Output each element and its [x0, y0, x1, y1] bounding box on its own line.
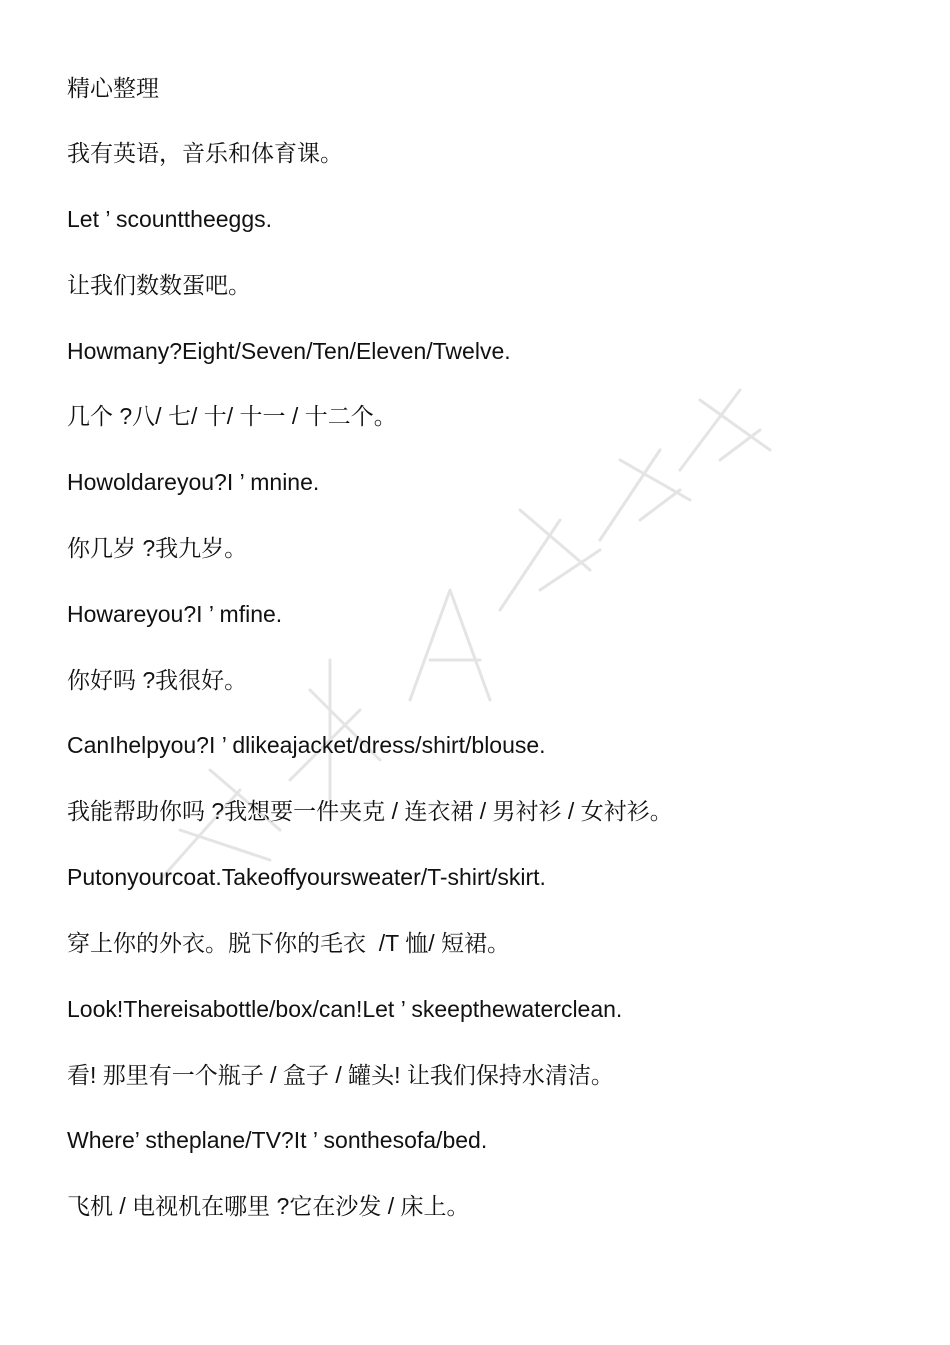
line-12: 我能帮助你吗 ?我想要一件夹克 / 连衣裙 / 男衬衫 / 女衬衫。 [67, 798, 673, 824]
line-5: Howmany?Eight/Seven/Ten/Eleven/Twelve. [67, 338, 511, 364]
line-9: Howareyou?I ’ mfine. [67, 601, 283, 627]
line-15: Look!Thereisabottle/box/can!Let ’ skeepthewaterclean. [67, 996, 623, 1022]
line-14: 穿上你的外衣。脱下你的毛衣 /T 恤/ 短裙。 [67, 930, 510, 956]
line-4: 让我们数数蛋吧。 [67, 272, 251, 298]
line-18: 飞机 / 电视机在哪里 ?它在沙发 / 床上。 [67, 1193, 470, 1219]
line-17: Where’ stheplane/TV?It ’ sonthesofa/bed. [67, 1127, 488, 1153]
line-3: Let ’ scounttheeggs. [67, 206, 273, 232]
line-7: Howoldareyou?I ’ mnine. [67, 469, 320, 495]
line-2: 我有英语，音乐和体育课。 [67, 140, 343, 166]
line-8: 你几岁 ?我九岁。 [67, 535, 248, 561]
line-16: 看! 那里有一个瓶子 / 盒子 / 罐头! 让我们保持水清洁。 [67, 1062, 614, 1088]
line-13: Putonyourcoat.Takeoffyoursweater/T-shirt/skirt. [67, 864, 546, 890]
watermark-stamp [120, 360, 820, 920]
line-6: 几个 ?八/ 七/ 十/ 十一 / 十二个。 [67, 403, 397, 429]
line-11: CanIhelpyou?I ’ dlikeajacket/dress/shirt/blouse. [67, 732, 546, 758]
line-10: 你好吗 ?我很好。 [67, 667, 248, 693]
line-1: 精心整理 [67, 75, 159, 101]
